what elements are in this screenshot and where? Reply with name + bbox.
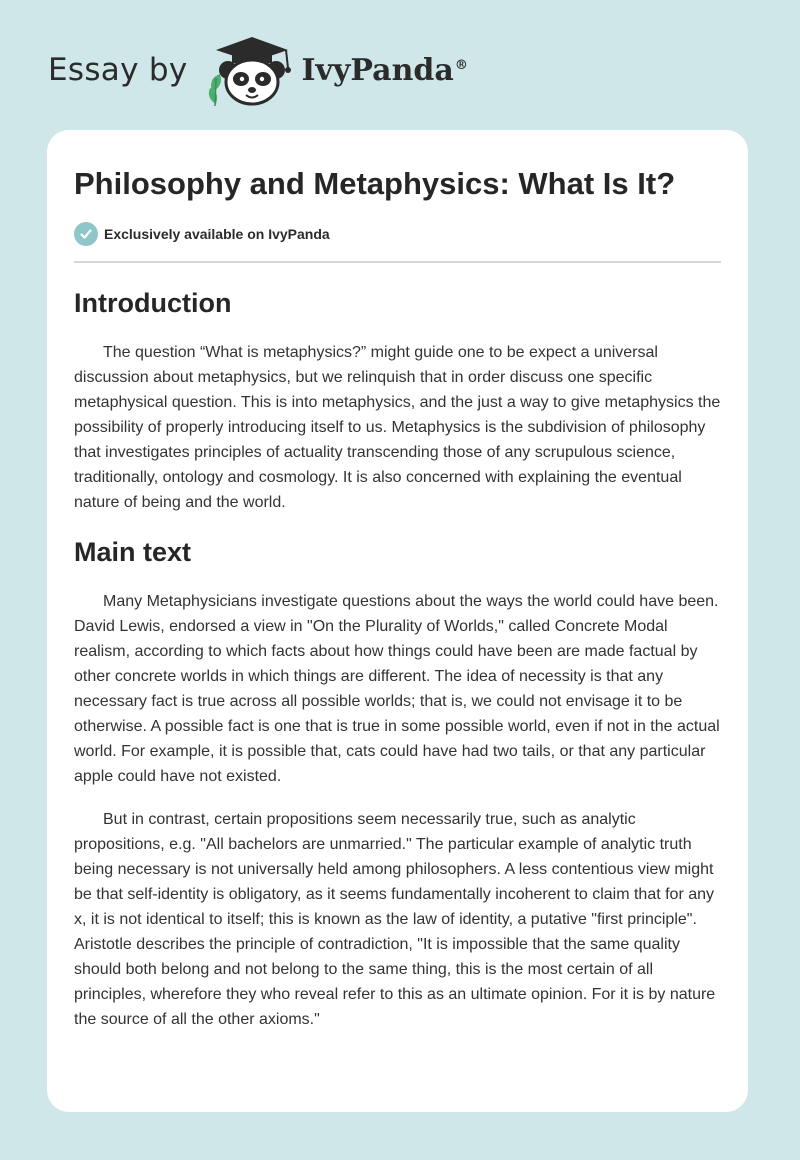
paragraph: Many Metaphysicians investigate questions about the ways the world could have been. David Lewis, endorsed a view in "On the Plurality of Worlds," called Concrete Modal realism, according to which facts about how things could have been are made factual by other concrete worlds in which things are different. The idea of necessity is that any necessary fact is true across all possible worlds; that is, we could not envisage it to be otherwise. A possible fact is one that is true in some possible world, even if not in the actual world. For example, it is possible that, cats could have had two tails, or that any particular apple could have not existed. bbox=[74, 593, 720, 785]
page-title: Philosophy and Metaphysics: What Is It? bbox=[74, 166, 676, 201]
check-icon bbox=[74, 222, 98, 246]
exclusive-badge bbox=[74, 222, 721, 246]
panda-logo-icon[interactable] bbox=[202, 34, 298, 110]
section-heading-introduction: Introduction bbox=[74, 288, 232, 318]
divider bbox=[74, 261, 721, 263]
paragraph: The question “What is metaphysics?” might guide one to be expect a universal discussion about metaphysics, but we relinquish that in order discuss one specific metaphysical question. This is into metaphysics, and the just a way to give metaphysics the possibility of properly introducing itself to us. Metaphysics is the subdivision of philosophy that investigates principles of actuality transcending those of any scrupulous science, traditionally, ontology and cosmology. It is also concerned with explaining the eventual nature of being and the world. bbox=[74, 344, 721, 511]
exclusive-label: Exclusively available on IvyPanda bbox=[104, 226, 330, 242]
essay-by-label: Essay by bbox=[48, 52, 188, 88]
section-heading-main-text: Main text bbox=[74, 537, 192, 567]
brand-name[interactable]: IvyPanda® bbox=[301, 52, 468, 88]
site-header bbox=[48, 34, 468, 110]
paragraph: But in contrast, certain propositions seem necessarily true, such as analytic propositions, e.g. "All bachelors are unmarried." The particular example of analytic truth being necessary is not universally held among philosophers. A less contentious view might be that self-identity is obligatory, as it seems fundamentally incoherent to claim that for any x, it is not identical to itself; this is known as the law of identity, a putative "first principle". Aristotle describes the principle of contradiction, "It is impossible that the same quality should both belong and not belong to the same thing, this is the most certain of all principles, wherefore they who reveal refer to this as an ultimate opinion. For it is by nature the source of all the other axioms." bbox=[74, 811, 716, 1028]
essay-card bbox=[47, 130, 748, 1112]
registered-mark: ® bbox=[454, 57, 468, 73]
